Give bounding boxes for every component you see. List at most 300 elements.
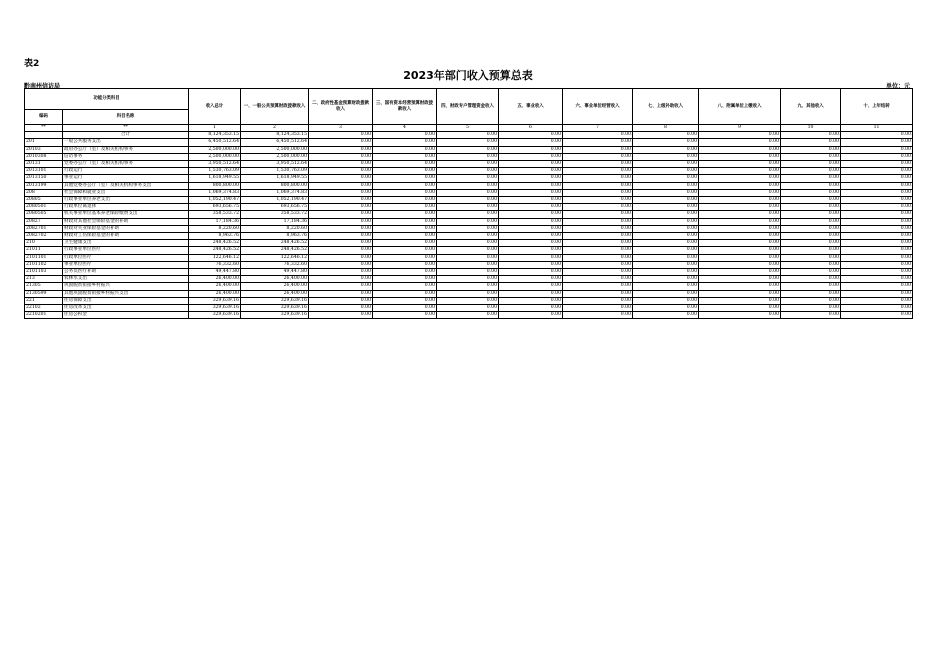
row-subject: 其他巩固脱贫衔接乡村振兴支出 [63,290,189,297]
table-tag: 表2 [24,59,40,69]
table-row [25,197,913,204]
row-c5: 0.00 [499,182,563,189]
row-c2: 0.00 [309,211,373,218]
row-c6: 0.00 [563,189,633,196]
row-c4: 0.00 [437,269,499,276]
row-c1: 26,400.00 [241,283,309,290]
row-c9: 0.00 [781,305,841,312]
row-c8: 0.00 [699,153,781,160]
row-c7: 0.00 [633,168,699,175]
row-c4: 0.00 [437,197,499,204]
index-cell: ** [63,125,189,132]
row-c8: 0.00 [699,161,781,168]
row-c6: 0.00 [563,233,633,240]
row-c2: 0.00 [309,153,373,160]
row-c4: 0.00 [437,290,499,297]
row-c5: 0.00 [499,153,563,160]
index-cell: ** [25,125,63,132]
row-c8: 0.00 [699,297,781,304]
row-total: 26,400.00 [189,276,241,283]
row-c3: 0.00 [373,139,437,146]
row-c2: 0.00 [309,233,373,240]
row-c1: 693,656.75 [241,204,309,211]
row-c9: 0.00 [781,132,841,139]
row-c1: 76,332.60 [241,261,309,268]
row-c9: 0.00 [781,290,841,297]
row-code: 20131 [25,161,63,168]
row-c8: 0.00 [699,189,781,196]
row-c1: 26,400.00 [241,290,309,297]
row-c2: 0.00 [309,204,373,211]
row-c7: 0.00 [633,153,699,160]
row-c6: 0.00 [563,283,633,290]
row-c5: 0.00 [499,312,563,319]
index-cell: 9 [699,125,781,132]
row-c1: 1,069,374.83 [241,189,309,196]
row-c8: 0.00 [699,233,781,240]
row-c7: 0.00 [633,189,699,196]
row-c7: 0.00 [633,204,699,211]
row-c1: 329,639.16 [241,305,309,312]
index-row [25,125,913,132]
row-c4: 0.00 [437,211,499,218]
row-c6: 0.00 [563,175,633,182]
row-total: 3,950,512.64 [189,161,241,168]
row-c9: 0.00 [781,211,841,218]
header-category-group: 功能分类科目 [25,89,189,110]
index-cell: 2 [241,125,309,132]
row-c2: 0.00 [309,168,373,175]
row-c7: 0.00 [633,233,699,240]
header-c4: 四、财政专户管理资金收入 [437,89,499,125]
row-c2: 0.00 [309,182,373,189]
row-c7: 0.00 [633,211,699,218]
row-total: 2,500,000.00 [189,146,241,153]
row-c7: 0.00 [633,218,699,225]
row-code: 2082701 [25,225,63,232]
row-code: 21305 [25,283,63,290]
row-c9: 0.00 [781,175,841,182]
row-c6: 0.00 [563,211,633,218]
index-cell: 10 [781,125,841,132]
row-c6: 0.00 [563,261,633,268]
row-total: 329,639.16 [189,312,241,319]
row-c9: 0.00 [781,161,841,168]
row-c10: 0.00 [841,283,913,290]
row-c9: 0.00 [781,276,841,283]
row-c5: 0.00 [499,305,563,312]
row-c8: 0.00 [699,175,781,182]
row-c6: 0.00 [563,139,633,146]
row-c4: 0.00 [437,233,499,240]
row-subject: 农林水支出 [63,276,189,283]
row-c8: 0.00 [699,261,781,268]
row-c1: 6,450,512.64 [241,139,309,146]
row-c6: 0.00 [563,168,633,175]
row-subject: 公务员医疗补助 [63,269,189,276]
row-c2: 0.00 [309,297,373,304]
row-c3: 0.00 [373,254,437,261]
row-c7: 0.00 [633,254,699,261]
row-c9: 0.00 [781,189,841,196]
row-subject: 行政运行 [63,168,189,175]
row-c10: 0.00 [841,276,913,283]
row-c7: 0.00 [633,312,699,319]
row-c3: 0.00 [373,290,437,297]
row-subject: 住房改革支出 [63,305,189,312]
row-total: 1,530,763.09 [189,168,241,175]
row-c9: 0.00 [781,240,841,247]
row-c7: 0.00 [633,175,699,182]
row-c5: 0.00 [499,161,563,168]
row-c6: 0.00 [563,218,633,225]
row-c7: 0.00 [633,139,699,146]
row-c7: 0.00 [633,225,699,232]
row-c2: 0.00 [309,247,373,254]
row-c8: 0.00 [699,132,781,139]
row-c5: 0.00 [499,197,563,204]
row-c8: 0.00 [699,168,781,175]
table-row [25,247,913,254]
row-c3: 0.00 [373,283,437,290]
row-c5: 0.00 [499,290,563,297]
header-c7: 七、上级补助收入 [633,89,699,125]
row-c2: 0.00 [309,305,373,312]
row-c8: 0.00 [699,204,781,211]
table-row [25,254,913,261]
row-c2: 0.00 [309,312,373,319]
row-c10: 0.00 [841,204,913,211]
row-c5: 0.00 [499,211,563,218]
row-subject: 政府办公厅（室）及相关机构事务 [63,146,189,153]
index-cell: 4 [373,125,437,132]
row-c3: 0.00 [373,175,437,182]
unit-label: 单位：元 [885,83,910,90]
table-row [25,132,913,139]
row-code: 2101103 [25,269,63,276]
table-row [25,269,913,276]
header-c10: 十、上年结转 [841,89,913,125]
row-c8: 0.00 [699,182,781,189]
row-code: 210 [25,240,63,247]
row-c2: 0.00 [309,276,373,283]
row-c7: 0.00 [633,182,699,189]
row-c2: 0.00 [309,189,373,196]
row-subject: 财政对失业保险基金的补助 [63,225,189,232]
row-c3: 0.00 [373,132,437,139]
table-row [25,189,913,196]
row-c10: 0.00 [841,218,913,225]
row-c5: 0.00 [499,283,563,290]
row-subject: 机关事业单位基本养老保险缴费支出 [63,211,189,218]
row-subject: 合计 [63,132,189,139]
row-code: 2010308 [25,153,63,160]
row-c8: 0.00 [699,146,781,153]
row-c4: 0.00 [437,254,499,261]
table-row [25,305,913,312]
row-code: 2013101 [25,168,63,175]
row-c10: 0.00 [841,240,913,247]
row-c10: 0.00 [841,225,913,232]
row-total: 122,646.12 [189,254,241,261]
header-c5: 五、事业收入 [499,89,563,125]
row-total: 76,332.60 [189,261,241,268]
table-row [25,297,913,304]
row-c2: 0.00 [309,283,373,290]
row-subject: 其他党委办公厅（室）及相关机构事务支出 [63,182,189,189]
row-total: 248,426.52 [189,240,241,247]
row-c8: 0.00 [699,269,781,276]
row-c4: 0.00 [437,305,499,312]
index-cell: 1 [189,125,241,132]
header-subject: 科目名称 [63,110,189,125]
row-c8: 0.00 [699,218,781,225]
row-c9: 0.00 [781,312,841,319]
row-c5: 0.00 [499,247,563,254]
row-c9: 0.00 [781,254,841,261]
row-c8: 0.00 [699,290,781,297]
row-code: 2210201 [25,312,63,319]
row-c2: 0.00 [309,197,373,204]
row-c5: 0.00 [499,204,563,211]
row-c5: 0.00 [499,175,563,182]
row-c10: 0.00 [841,168,913,175]
row-c7: 0.00 [633,161,699,168]
row-c6: 0.00 [563,312,633,319]
row-total: 1,052,190.47 [189,197,241,204]
row-c4: 0.00 [437,225,499,232]
row-code: 21011 [25,247,63,254]
row-total: 6,450,512.64 [189,139,241,146]
row-total: 26,400.00 [189,290,241,297]
row-subject: 信访事务 [63,153,189,160]
row-c9: 0.00 [781,261,841,268]
row-total: 800,800.00 [189,182,241,189]
table-row [25,276,913,283]
row-c10: 0.00 [841,139,913,146]
organization-name: 黔南州信访局 [24,83,61,90]
row-c9: 0.00 [781,182,841,189]
row-c3: 0.00 [373,305,437,312]
row-c8: 0.00 [699,276,781,283]
row-code: 201 [25,139,63,146]
row-c8: 0.00 [699,247,781,254]
row-subject: 行政单位离退休 [63,204,189,211]
row-c3: 0.00 [373,182,437,189]
row-c8: 0.00 [699,254,781,261]
row-subject: 住房公积金 [63,312,189,319]
row-c2: 0.00 [309,132,373,139]
table-row [25,153,913,160]
row-c4: 0.00 [437,161,499,168]
row-c6: 0.00 [563,197,633,204]
row-c10: 0.00 [841,297,913,304]
row-c5: 0.00 [499,146,563,153]
table-row [25,261,913,268]
row-c8: 0.00 [699,305,781,312]
table-row [25,161,913,168]
header-c3: 三、国有资本经营预算财政拨款收入 [373,89,437,125]
row-c4: 0.00 [437,276,499,283]
row-c10: 0.00 [841,161,913,168]
row-c5: 0.00 [499,218,563,225]
row-c2: 0.00 [309,290,373,297]
table-row [25,168,913,175]
row-c10: 0.00 [841,305,913,312]
row-c3: 0.00 [373,189,437,196]
row-c7: 0.00 [633,247,699,254]
row-c1: 3,950,512.64 [241,161,309,168]
header-c9: 九、其他收入 [781,89,841,125]
row-c9: 0.00 [781,247,841,254]
row-c7: 0.00 [633,297,699,304]
row-c1: 8,963.76 [241,233,309,240]
row-c9: 0.00 [781,225,841,232]
row-c3: 0.00 [373,312,437,319]
row-total: 248,426.52 [189,247,241,254]
row-c3: 0.00 [373,146,437,153]
row-c1: 329,639.16 [241,312,309,319]
row-c2: 0.00 [309,218,373,225]
row-c2: 0.00 [309,146,373,153]
row-c1: 17,184.36 [241,218,309,225]
row-c5: 0.00 [499,189,563,196]
row-c2: 0.00 [309,254,373,261]
row-c9: 0.00 [781,233,841,240]
row-c1: 248,426.52 [241,247,309,254]
table-row [25,218,913,225]
table-row [25,312,913,319]
row-c10: 0.00 [841,175,913,182]
row-c7: 0.00 [633,146,699,153]
row-code: 20805 [25,197,63,204]
row-subject: 事业运行 [63,175,189,182]
row-c2: 0.00 [309,175,373,182]
index-cell: 6 [499,125,563,132]
row-c6: 0.00 [563,146,633,153]
table-row [25,146,913,153]
row-c6: 0.00 [563,161,633,168]
table-row [25,225,913,232]
row-c1: 248,426.52 [241,240,309,247]
row-total: 2,500,000.00 [189,153,241,160]
row-c9: 0.00 [781,153,841,160]
row-c10: 0.00 [841,312,913,319]
index-cell: 5 [437,125,499,132]
row-code: 221 [25,297,63,304]
row-c9: 0.00 [781,218,841,225]
row-c4: 0.00 [437,139,499,146]
row-c3: 0.00 [373,168,437,175]
row-c6: 0.00 [563,254,633,261]
table-row [25,175,913,182]
row-c6: 0.00 [563,182,633,189]
row-c2: 0.00 [309,225,373,232]
row-c8: 0.00 [699,211,781,218]
row-c7: 0.00 [633,197,699,204]
row-c6: 0.00 [563,247,633,254]
row-c10: 0.00 [841,261,913,268]
row-c1: 2,500,000.00 [241,146,309,153]
row-code: 2080505 [25,211,63,218]
row-c5: 0.00 [499,139,563,146]
row-total: 693,656.75 [189,204,241,211]
row-c8: 0.00 [699,312,781,319]
row-c2: 0.00 [309,139,373,146]
row-c4: 0.00 [437,189,499,196]
row-c1: 122,646.12 [241,254,309,261]
header-c6: 六、事业单位经营收入 [563,89,633,125]
row-total: 329,639.16 [189,297,241,304]
row-c5: 0.00 [499,225,563,232]
row-c6: 0.00 [563,276,633,283]
row-c5: 0.00 [499,297,563,304]
row-subject: 行政事业单位养老支出 [63,197,189,204]
row-c1: 800,800.00 [241,182,309,189]
row-c4: 0.00 [437,283,499,290]
header-c8: 八、附属单位上缴收入 [699,89,781,125]
table-row [25,283,913,290]
row-c2: 0.00 [309,161,373,168]
row-code: 22102 [25,305,63,312]
row-code: 213 [25,276,63,283]
row-subject: 巩固脱贫衔接乡村振兴 [63,283,189,290]
row-c9: 0.00 [781,269,841,276]
row-c6: 0.00 [563,290,633,297]
row-c5: 0.00 [499,254,563,261]
row-c6: 0.00 [563,305,633,312]
row-c4: 0.00 [437,132,499,139]
row-code: 2082702 [25,233,63,240]
row-c8: 0.00 [699,197,781,204]
row-c2: 0.00 [309,240,373,247]
row-c9: 0.00 [781,204,841,211]
row-c1: 8,124,353.15 [241,132,309,139]
row-code: 20827 [25,218,63,225]
row-total: 8,963.76 [189,233,241,240]
row-c8: 0.00 [699,240,781,247]
table-row [25,233,913,240]
row-c4: 0.00 [437,247,499,254]
row-c10: 0.00 [841,290,913,297]
row-c4: 0.00 [437,168,499,175]
row-code: 2101102 [25,261,63,268]
row-c4: 0.00 [437,153,499,160]
row-total: 17,184.36 [189,218,241,225]
row-c8: 0.00 [699,283,781,290]
row-c7: 0.00 [633,269,699,276]
row-c10: 0.00 [841,146,913,153]
row-total: 1,618,949.55 [189,175,241,182]
row-c10: 0.00 [841,182,913,189]
row-total: 8,220.60 [189,225,241,232]
row-c1: 329,639.16 [241,297,309,304]
row-subject: 党委办公厅（室）及相关机构事务 [63,161,189,168]
row-c3: 0.00 [373,153,437,160]
table-row [25,211,913,218]
index-cell: 11 [841,125,913,132]
index-cell: 3 [309,125,373,132]
row-c10: 0.00 [841,247,913,254]
header-code: 编码 [25,110,63,125]
row-subject: 住房保障支出 [63,297,189,304]
row-code [25,132,63,139]
row-code: 2130599 [25,290,63,297]
row-c10: 0.00 [841,189,913,196]
row-c7: 0.00 [633,305,699,312]
row-c7: 0.00 [633,283,699,290]
table-row [25,139,913,146]
